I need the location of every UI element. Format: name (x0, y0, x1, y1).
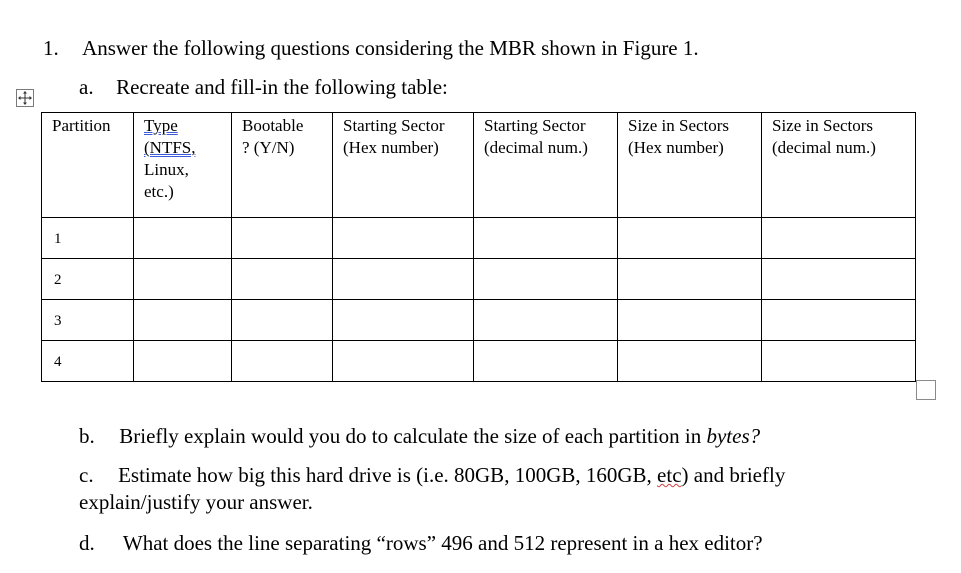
starting-sector-hex-cell[interactable] (333, 218, 474, 259)
header-starting-sector-hex-line1: Starting Sector (343, 116, 445, 135)
question-a-text: Recreate and fill-in the following table: (116, 75, 448, 99)
size-sectors-decimal-cell[interactable] (762, 218, 916, 259)
partition-cell[interactable]: 3 (42, 300, 134, 341)
question-d (79, 531, 763, 555)
table-move-handle-icon[interactable] (16, 89, 34, 107)
size-sectors-hex-cell[interactable] (618, 259, 762, 300)
header-starting-sector-decimal-line1: Starting Sector (484, 116, 586, 135)
header-starting-sector-hex-line2: (Hex number) (343, 138, 439, 157)
header-bootable[interactable] (232, 113, 333, 218)
starting-sector-decimal-cell[interactable] (474, 341, 618, 382)
header-type-line1: Type (144, 116, 178, 135)
header-size-sectors-hex-line1: Size in Sectors (628, 116, 730, 135)
question-a (79, 75, 448, 99)
header-partition-label: Partition (52, 116, 111, 135)
size-sectors-decimal-cell[interactable] (762, 300, 916, 341)
question-d-text: What does the line separating “rows” 496 and 512 represent in a hex editor? (122, 531, 763, 555)
type-cell[interactable] (134, 259, 232, 300)
starting-sector-hex-cell[interactable] (333, 300, 474, 341)
header-size-sectors-hex[interactable] (618, 113, 762, 218)
type-cell[interactable] (134, 218, 232, 259)
size-sectors-decimal-cell[interactable] (762, 259, 916, 300)
header-size-sectors-hex-line2: (Hex number) (628, 138, 724, 157)
table-row (42, 218, 916, 259)
question-a-letter: a. (79, 75, 94, 99)
size-sectors-decimal-cell[interactable] (762, 341, 916, 382)
question-b-emphasis: bytes? (706, 424, 761, 448)
question-d-letter: d. (79, 531, 95, 555)
question-c (79, 463, 785, 487)
bootable-cell[interactable] (232, 218, 333, 259)
header-type-line3: Linux, (144, 160, 189, 179)
question-c-letter: c. (79, 463, 94, 487)
header-starting-sector-decimal[interactable] (474, 113, 618, 218)
table-row (42, 300, 916, 341)
question-1-number: 1. (43, 36, 59, 60)
table-row (42, 259, 916, 300)
header-size-sectors-decimal-line1: Size in Sectors (772, 116, 874, 135)
partition-cell[interactable]: 4 (42, 341, 134, 382)
question-c-line2-text: explain/justify your answer. (79, 490, 313, 514)
mbr-partition-table (41, 112, 916, 382)
starting-sector-hex-cell[interactable] (333, 259, 474, 300)
question-c-etc: etc (657, 463, 682, 487)
bootable-cell[interactable] (232, 259, 333, 300)
partition-cell[interactable]: 1 (42, 218, 134, 259)
starting-sector-hex-cell[interactable] (333, 341, 474, 382)
question-b (79, 424, 760, 448)
header-partition[interactable] (42, 113, 134, 218)
bootable-cell[interactable] (232, 341, 333, 382)
header-starting-sector-hex[interactable] (333, 113, 474, 218)
header-type[interactable] (134, 113, 232, 218)
header-bootable-line1: Bootable (242, 116, 304, 135)
bootable-cell[interactable] (232, 300, 333, 341)
starting-sector-decimal-cell[interactable] (474, 259, 618, 300)
size-sectors-hex-cell[interactable] (618, 218, 762, 259)
question-c-line2 (79, 490, 313, 514)
header-type-line4: etc.) (144, 182, 174, 201)
table-header-row (42, 113, 916, 218)
header-size-sectors-decimal[interactable] (762, 113, 916, 218)
partition-cell[interactable]: 2 (42, 259, 134, 300)
size-sectors-hex-cell[interactable] (618, 300, 762, 341)
size-sectors-hex-cell[interactable] (618, 341, 762, 382)
header-starting-sector-decimal-line2: (decimal num.) (484, 138, 588, 157)
table-resize-handle-icon[interactable] (916, 380, 936, 400)
question-b-letter: b. (79, 424, 95, 448)
starting-sector-decimal-cell[interactable] (474, 300, 618, 341)
question-b-text: Briefly explain would you do to calculate the size of each partition in (119, 424, 707, 448)
header-size-sectors-decimal-line2: (decimal num.) (772, 138, 876, 157)
type-cell[interactable] (134, 341, 232, 382)
header-type-line2: (NTFS, (144, 138, 196, 157)
starting-sector-decimal-cell[interactable] (474, 218, 618, 259)
table-row (42, 341, 916, 382)
question-c-text-after: ) and briefly (681, 463, 786, 487)
question-1-text: Answer the following questions considering the MBR shown in Figure 1. (82, 36, 699, 60)
question-1 (43, 36, 699, 60)
question-c-text: Estimate how big this hard drive is (i.e. 80GB, 100GB, 160GB, (118, 463, 658, 487)
type-cell[interactable] (134, 300, 232, 341)
header-bootable-line2: ? (Y/N) (242, 138, 295, 157)
